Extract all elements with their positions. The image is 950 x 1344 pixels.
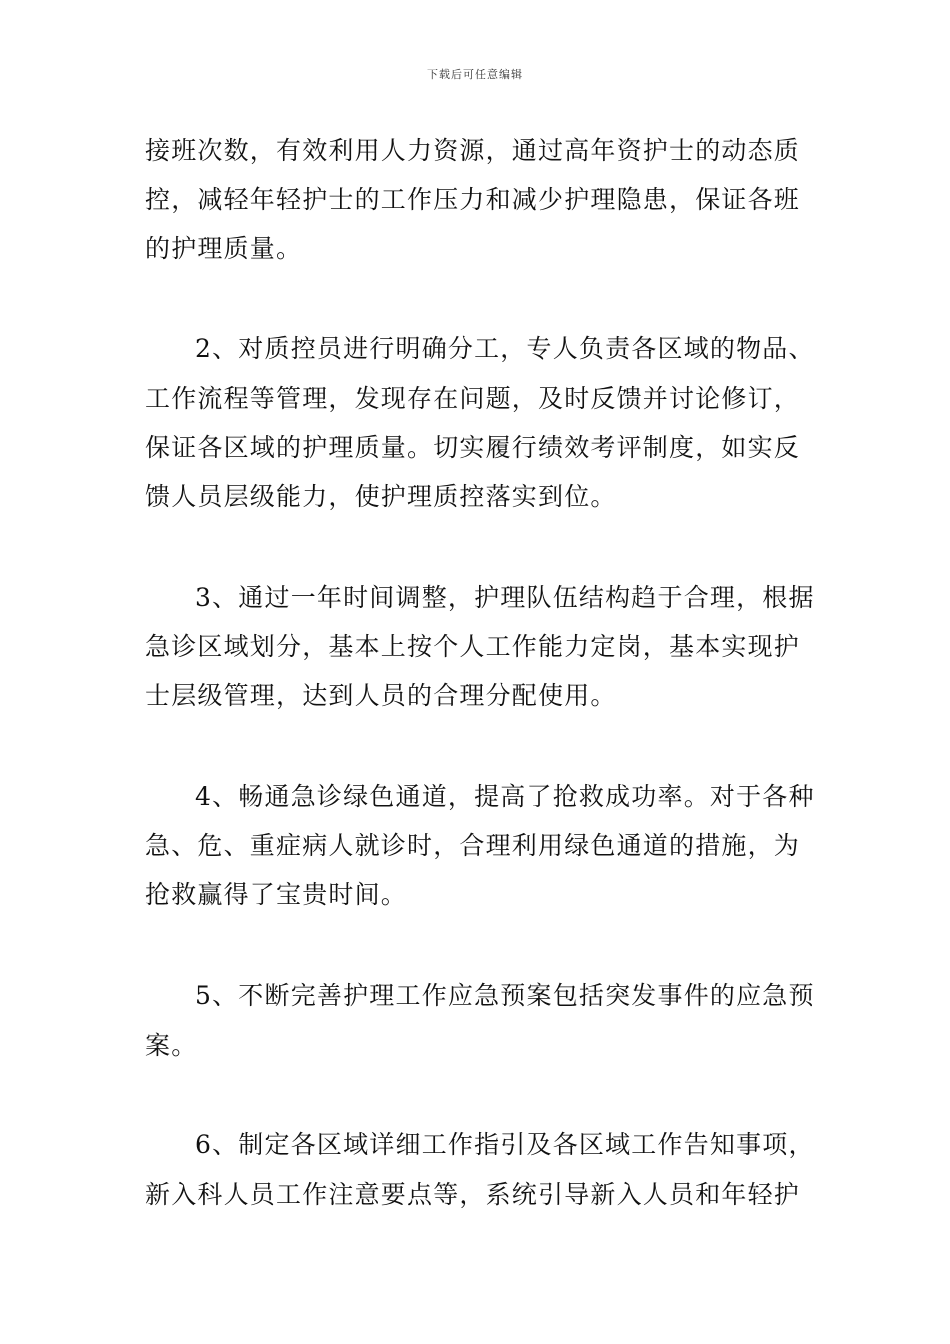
paragraph-1-line-3: 的护理质量。: [145, 234, 303, 263]
paragraph-1-line-1: 接班次数，有效利用人力资源，通过高年资护士的动态质: [145, 136, 801, 165]
paragraph-2-line-2: 工作流程等管理，发现存在问题，及时反馈并讨论修订，: [145, 384, 801, 413]
paragraph-6-line-1: 6、制定各区域详细工作指引及各区域工作告知事项，: [195, 1130, 815, 1159]
paragraph-4-line-1: 4、畅通急诊绿色通道，提高了抢救成功率。对于各种: [195, 782, 815, 811]
paragraph-6-line-2: 新入科人员工作注意要点等，系统引导新入人员和年轻护: [145, 1180, 801, 1209]
paragraph-4-line-2: 急、危、重症病人就诊时，合理利用绿色通道的措施，为: [145, 831, 801, 860]
paragraph-3-line-1: 3、通过一年时间调整，护理队伍结构趋于合理，根据: [195, 583, 815, 612]
paragraph-2-line-1: 2、对质控员进行明确分工，专人负责各区域的物品、: [195, 334, 815, 363]
paragraph-1-line-2: 控，减轻年轻护士的工作压力和减少护理隐患，保证各班: [145, 185, 801, 214]
paragraph-3-line-2: 急诊区域划分，基本上按个人工作能力定岗，基本实现护: [145, 632, 801, 661]
header-note: 下载后可任意编辑: [427, 68, 523, 81]
paragraph-5-line-2: 案。: [145, 1031, 198, 1060]
paragraph-4-line-3: 抢救赢得了宝贵时间。: [145, 880, 408, 909]
paragraph-3-line-3: 士层级管理，达到人员的合理分配使用。: [145, 681, 617, 710]
paragraph-2-line-3: 保证各区域的护理质量。切实履行绩效考评制度，如实反: [145, 433, 801, 462]
paragraph-2-line-4: 馈人员层级能力，使护理质控落实到位。: [145, 482, 617, 511]
paragraph-5-line-1: 5、不断完善护理工作应急预案包括突发事件的应急预: [195, 981, 815, 1010]
